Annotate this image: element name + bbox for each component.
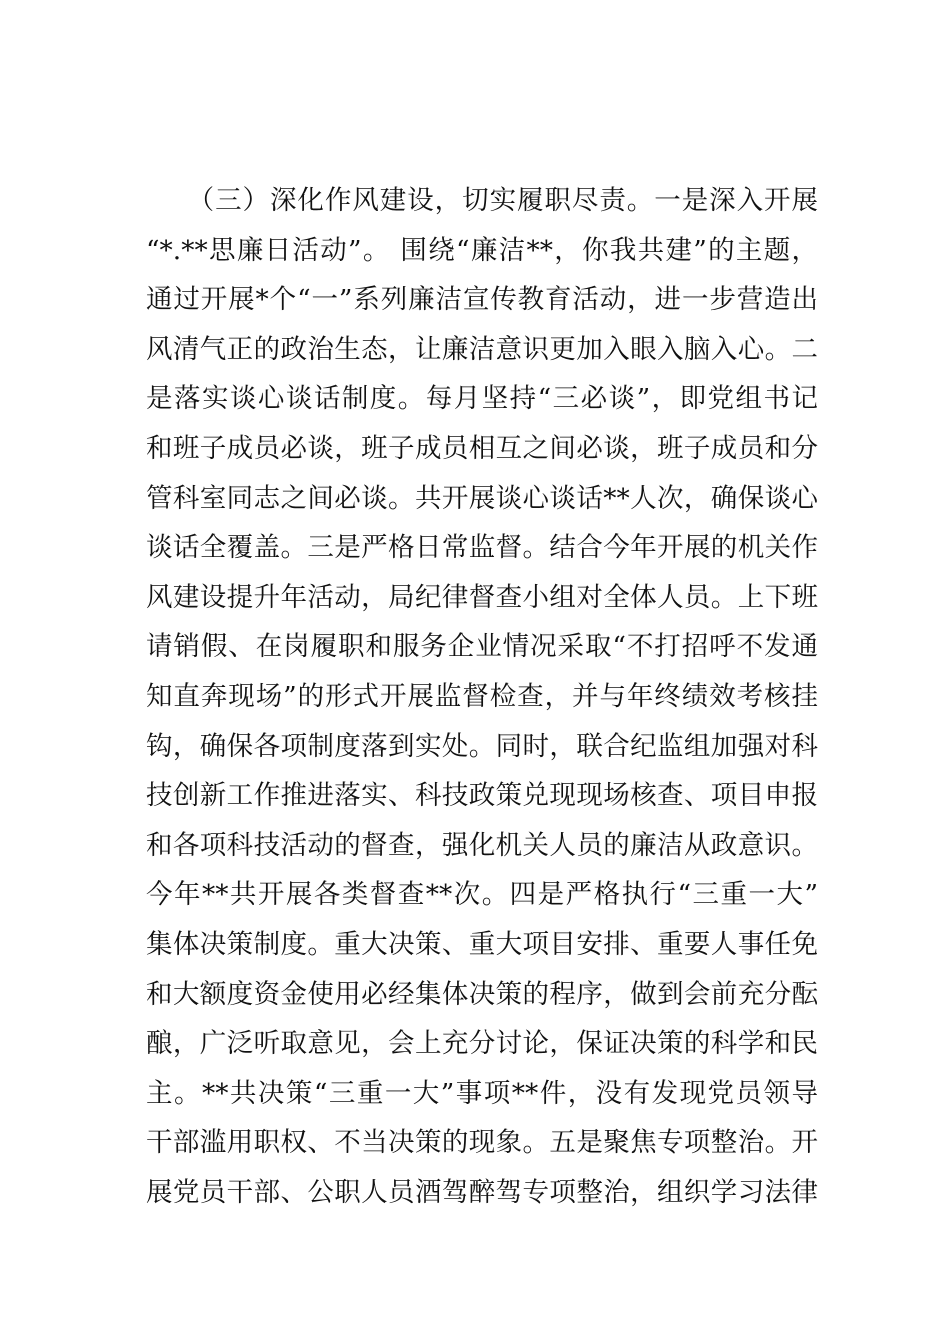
paragraph-line: 风建设提升年活动，局纪律督查小组对全体人员。上下班	[146, 581, 818, 613]
paragraph-line: 今年**共开展各类督查**次。四是严格执行“三重一大”	[146, 879, 818, 911]
paragraph-line: 酿，广泛听取意见，会上充分讨论，保证决策的科学和民	[146, 1028, 818, 1060]
paragraph-line: 钩，确保各项制度落到实处。同时，联合纪监组加强对科	[146, 730, 818, 762]
paragraph-line: 和大额度资金使用必经集体决策的程序，做到会前充分酝	[146, 978, 818, 1010]
paragraph-line: 请销假、在岗履职和服务企业情况采取“不打招呼不发通	[146, 631, 818, 663]
paragraph-line: 知直奔现场”的形式开展监督检查，并与年终绩效考核挂	[146, 680, 818, 712]
paragraph-line: 技创新工作推进落实、科技政策兑现现场核查、项目申报	[146, 780, 818, 812]
paragraph-line: 通过开展*个“一”系列廉洁宣传教育活动，进一步营造出	[146, 284, 818, 316]
body-paragraph	[146, 176, 818, 1217]
paragraph-line: 谈话全覆盖。三是严格日常监督。结合今年开展的机关作	[146, 532, 818, 564]
paragraph-line: 是落实谈心谈话制度。每月坚持“三必谈”，即党组书记	[146, 383, 818, 415]
paragraph-line: 管科室同志之间必谈。共开展谈心谈话**人次，确保谈心	[146, 482, 818, 514]
paragraph-line: 和各项科技活动的督查，强化机关人员的廉洁从政意识。	[146, 829, 818, 861]
paragraph-line: 展党员干部、公职人员酒驾醉驾专项整治，组织学习法律	[146, 1176, 818, 1208]
paragraph-line: 风清气正的政治生态，让廉洁意识更加入眼入脑入心。二	[146, 333, 818, 365]
paragraph-line: “*.**思廉日活动”。 围绕“廉洁**，你我共建”的主题，	[146, 234, 818, 266]
paragraph-line: 集体决策制度。重大决策、重大项目安排、重要人事任免	[146, 928, 818, 960]
paragraph-line: （三）深化作风建设，切实履职尽责。一是深入开展	[146, 185, 818, 216]
paragraph-line: 干部滥用职权、不当决策的现象。五是聚焦专项整治。开	[146, 1127, 818, 1159]
paragraph-line: 主。**共决策“三重一大”事项**件，没有发现党员领导	[146, 1077, 818, 1109]
paragraph-line: 和班子成员必谈，班子成员相互之间必谈，班子成员和分	[146, 432, 818, 464]
